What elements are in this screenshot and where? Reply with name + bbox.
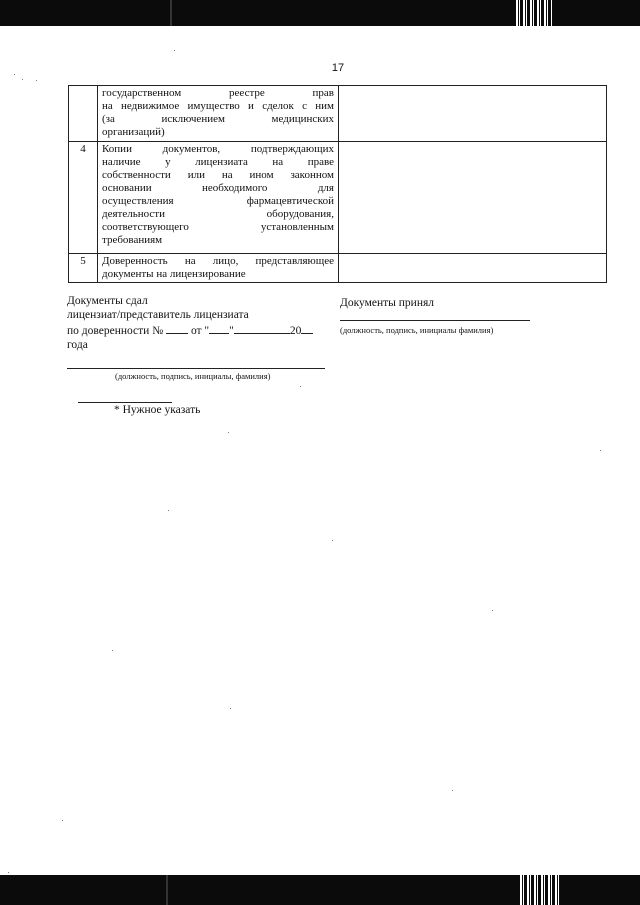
description-line: наличие у лицензиата на праве xyxy=(102,156,334,168)
scan-border-bottom xyxy=(0,875,640,905)
page-number: 17 xyxy=(331,62,345,74)
description-line: государственном реестре прав xyxy=(102,87,334,99)
description-line: организаций) xyxy=(102,126,165,138)
signature-caption-left: (должность, подпись, инициалы, фамилия) xyxy=(115,371,271,381)
accepted-by-label: Документы принял xyxy=(340,297,435,309)
row-description xyxy=(98,142,339,254)
description-line: Копии документов, подтверждающих xyxy=(102,143,334,155)
row-note xyxy=(339,142,607,254)
year-word: года xyxy=(67,339,88,351)
signature-caption-right: (должность, подпись, инициалы фамилия) xyxy=(340,325,494,335)
description-line: основании необходимого для xyxy=(102,182,334,194)
scan-notch xyxy=(170,0,172,26)
row-number: 4 xyxy=(69,142,98,254)
description-line: собственности или на ином законном xyxy=(102,169,334,181)
table-row xyxy=(69,254,607,283)
barcode-mark xyxy=(520,875,560,905)
row-description xyxy=(98,86,339,142)
poa-month-blank xyxy=(234,322,290,334)
scan-border-top xyxy=(0,0,640,26)
description-line: требованиям xyxy=(102,234,163,246)
scan-notch xyxy=(166,875,168,905)
poa-year: 20 xyxy=(289,325,302,337)
footnote: * Нужное указать xyxy=(114,404,201,416)
power-of-attorney-line xyxy=(67,322,329,338)
description-line: деятельности оборудования, xyxy=(102,208,334,220)
description-line: документы на лицензирование xyxy=(102,268,246,280)
accepted-by-block xyxy=(340,296,540,335)
row-note xyxy=(339,254,607,283)
table-row xyxy=(69,142,607,254)
documents-table xyxy=(68,85,607,283)
description-line: Доверенность на лицо, представляющее xyxy=(102,255,334,267)
poa-number-blank xyxy=(166,322,188,334)
table-row xyxy=(69,86,607,142)
row-description xyxy=(98,254,339,283)
poa-year-blank xyxy=(301,322,313,334)
description-line: осуществления фармацевтической xyxy=(102,195,334,207)
signature-line-right xyxy=(340,320,530,321)
poa-day-blank xyxy=(209,322,229,334)
row-number: 5 xyxy=(69,254,98,283)
poa-prefix: по доверенности № xyxy=(67,325,164,337)
description-line: на недвижимое имущество и сделок с ним xyxy=(102,100,334,112)
description-line: соответствующего установленным xyxy=(102,221,334,233)
poa-from: от " xyxy=(190,325,210,337)
row-note xyxy=(339,86,607,142)
barcode-mark xyxy=(516,0,552,26)
submitted-by-block xyxy=(67,294,329,381)
licensee-label: лицензиат/представитель лицензиата xyxy=(67,309,249,321)
poa-quote: " xyxy=(229,325,234,337)
description-line: (за исключением медицинских xyxy=(102,113,334,125)
footnote-separator xyxy=(78,402,172,403)
signature-line-left xyxy=(67,368,325,369)
row-number xyxy=(69,86,98,142)
submitted-by-label: Документы сдал xyxy=(67,295,148,307)
